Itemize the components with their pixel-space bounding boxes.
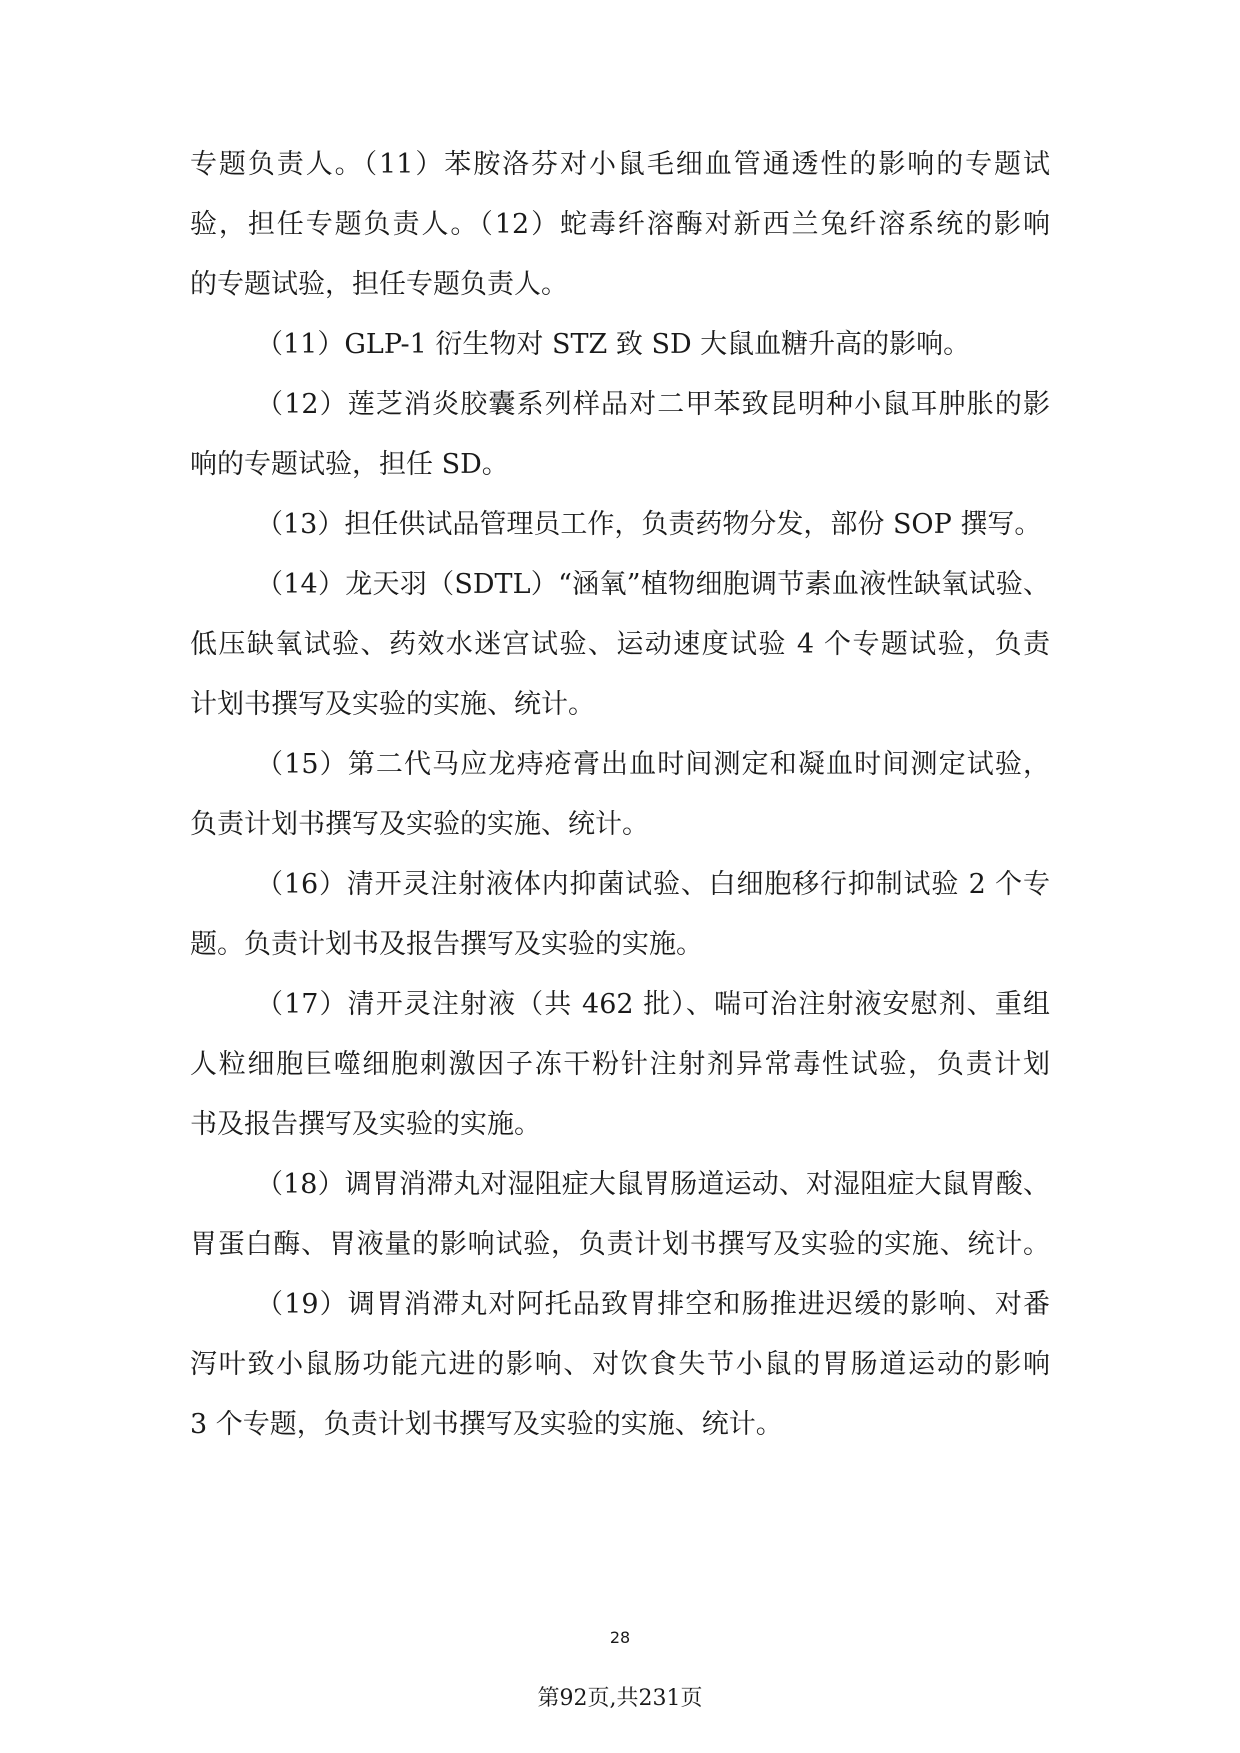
- text-line: （13）担任供试品管理员工作，负责药物分发，部份 SOP 撰写。: [256, 509, 1042, 540]
- text-line: 泻叶致小鼠肠功能亢进的影响、对饮食失节小鼠的胃肠道运动的影响: [190, 1349, 1050, 1380]
- text-line: （17）清开灵注射液（共 462 批）、喘可治注射液安慰剂、重组: [256, 989, 1050, 1020]
- text-line: （16）清开灵注射液体内抑菌试验、白细胞移行抑制试验 2 个专: [256, 869, 1050, 900]
- text-line: （19）调胃消滞丸对阿托品致胃排空和肠推进迟缓的影响、对番: [256, 1289, 1050, 1320]
- text-line: （12）莲芝消炎胶囊系列样品对二甲苯致昆明种小鼠耳肿胀的影: [256, 389, 1050, 420]
- text-line: 胃蛋白酶、胃液量的影响试验，负责计划书撰写及实验的实施、统计。: [190, 1229, 1050, 1260]
- text-line: （11）GLP-1 衍生物对 STZ 致 SD 大鼠血糖升高的影响。: [256, 329, 971, 360]
- text-line: 负责计划书撰写及实验的实施、统计。: [190, 809, 649, 840]
- text-line: 低压缺氧试验、药效水迷宫试验、运动速度试验 4 个专题试验，负责: [190, 629, 1050, 660]
- page-number: 28: [609, 1628, 631, 1647]
- text-line: 的专题试验，担任专题负责人。: [190, 269, 568, 300]
- text-line: 题。负责计划书及报告撰写及实验的实施。: [190, 929, 703, 960]
- text-line: （14）龙天羽（SDTL）“涵氧”植物细胞调节素血液性缺氧试验、: [256, 569, 1050, 600]
- text-line: （15）第二代马应龙痔疮膏出血时间测定和凝血时间测定试验，: [256, 749, 1050, 780]
- text-line: 验，担任专题负责人。（12）蛇毒纤溶酶对新西兰兔纤溶系统的影响: [190, 209, 1050, 240]
- text-line: （18）调胃消滞丸对湿阻症大鼠胃肠道运动、对湿阻症大鼠胃酸、: [256, 1169, 1050, 1200]
- text-line: 响的专题试验，担任 SD。: [190, 449, 509, 480]
- text-line: 计划书撰写及实验的实施、统计。: [190, 689, 595, 720]
- page-of-total: 第92页,共231页: [537, 1686, 703, 1711]
- text-line: 人粒细胞巨噬细胞刺激因子冻干粉针注射剂异常毒性试验，负责计划: [190, 1049, 1050, 1080]
- text-line: 3 个专题，负责计划书撰写及实验的实施、统计。: [190, 1409, 783, 1440]
- text-line: 书及报告撰写及实验的实施。: [190, 1109, 541, 1140]
- text-line: 专题负责人。（11）苯胺洛芬对小鼠毛细血管通透性的影响的专题试: [190, 149, 1050, 180]
